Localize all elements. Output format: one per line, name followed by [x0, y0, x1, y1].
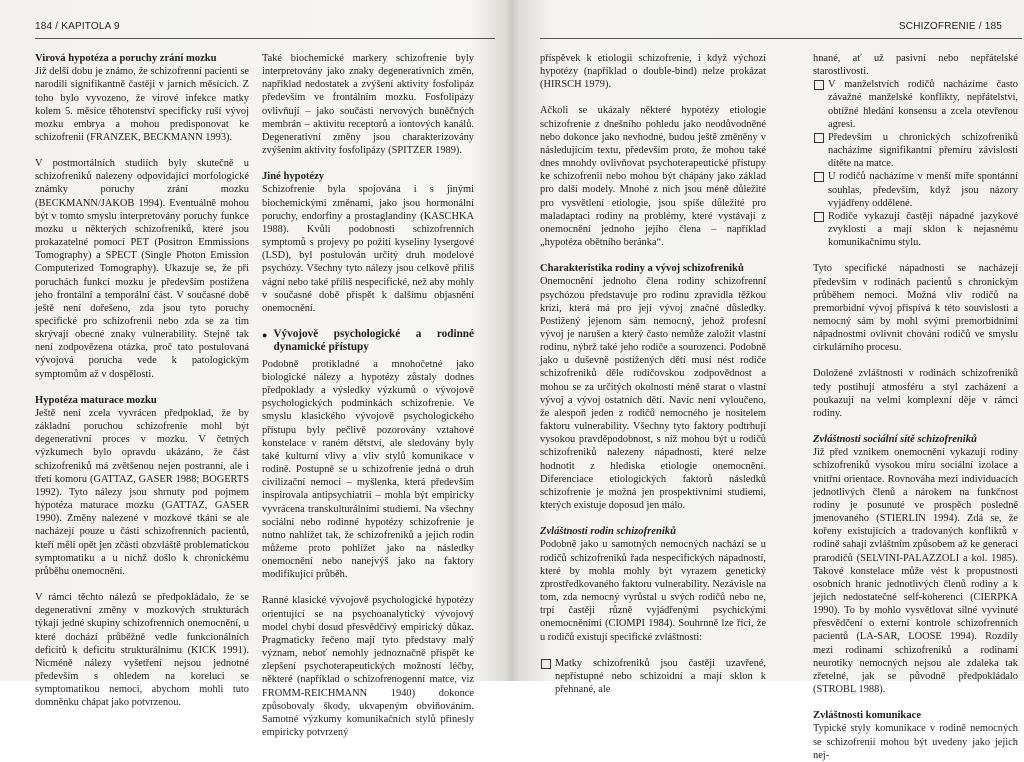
section-heading: Zvláštnosti komunikace — [813, 710, 922, 722]
section-heading: Charakteristika rodiny a vývoj schizofreniků — [540, 263, 744, 275]
checkbox-list — [540, 657, 766, 696]
left-column-2 — [262, 52, 474, 739]
bullet-icon: ● — [262, 330, 268, 341]
checkbox-list-item: U rodičů nacházíme v menší míře spontánní souhlas, především, když jsou názory vyjádřeny oddělené. — [813, 170, 1018, 209]
body-paragraph: Doložené zvláštnosti v rodinách schizofreniků tedy postihují atmosféru a styl zacházení a poukazují na velmi komplexní děje v rámci rodiny. — [813, 368, 1018, 419]
left-running-head: 184 / KAPITOLA 9 — [35, 21, 120, 32]
body-paragraph: Ačkoli se ukázaly některé hypotézy etiologie schizofrenie z dnešního pohledu jako neodůvodněné nebo dokonce jako nevhodné, budou ještě změněny v následujícím textu, především proto, že mohou také dnes mnohdy ovlivňovat psychoterapeutické přístupy ke schizofrenii nebo mohou být chápány jako základ pro další modely. Mnohé z nich jsou méně důležité pro vysvětlení etiologie, jsou spíše důležité pro maladaptaci rodiny na problémy, které vystávají z onemocnění jednoho jejího člena – například „hypotéza obětního beránka“. — [540, 105, 766, 249]
right-column-2 — [813, 52, 1018, 762]
paragraph-gap — [813, 354, 1018, 367]
paragraph-gap — [262, 315, 474, 328]
body-paragraph: Podobně jako u samotných nemocných nachází se u rodičů schizofreniků řada nespecifických nápadností, které by mohla mohly být vyrazem genetický zprostředkovaného faktoru vulnerability. Nezávisle na tom, zda nemocný vyrůstal u svých rodičů nebo ne, trpí častěji různě vyjádřenými psychickými onemocněními (CIOMPI 1984). Souhrnně lze říci, že u rodičů existují specifické zvláštnosti: — [540, 539, 766, 643]
paragraph-gap — [813, 696, 1018, 709]
body-paragraph: V postmortálních studiích byly skutečně u schizofreniků nalezeny odpovídající morfologické známky poruchy zrání mozku (BECKMANN/JAKOB 1994). Eventuálně mohou být v tomto smyslu interpretovány poruchy funkce mozku u některých schizofreniků, které jsou prokazatelné pomocí PET (Positron Emmissions Tomography) a SPECT (Single Photon Emission Computerized Tomography). Ukazuje se, že při poruchách funkcí mozku je především postižena jeho frontální a temporální část. V současné době ještě není dořešeno, zda jsou tyto poruchy specifické pro schizofrenii nebo zda se za tím skrývají obecné znaky vulnerability. Stejně tak není zodpovězena otázka, proč tato postulovaná vývojová porucha vede k patologickým symptomům až v dospělosti. — [35, 158, 249, 380]
section-heading: Zvláštnosti rodin schizofreniků — [540, 526, 676, 538]
body-paragraph: Ranné klasické vývojově psychologické hypotézy orientující se na psychoanalytický vývojový model chybí dosud přesvědčivý empirický důkaz. Pragmaticky řečeno mají tyto představy malý význam, neboť nemohly jednoznačně přispět ke zlepšení psychoterapeutických možností léčby, některé (například o schizofrenogenní matce, viz FROMM-REICHMANN 1940) dokonce způsobovaly škody, ukvapeným obviňováním. Samotné výzkumy komunikačních stylů přinesly empiricky potvrzený — [262, 595, 474, 739]
left-column-1 — [35, 52, 249, 709]
section-heading: Hypotéza maturace mozku — [35, 394, 157, 406]
left-page — [0, 0, 500, 739]
paragraph-gap — [262, 157, 474, 170]
body-paragraph: Schizofrenie byla spojována i s jinými biochemickými změnami, jako jsou hormonální poruchy, endorfiny a prostaglandiny (KASCHKA 1988). Kvůli podobnosti schizofrenních symptomů s projevy po požití kyseliny lysergové (LSD), byl postulován určitý druh modelové psychózy. Všechny tyto nálezy jsou celkově přiliš vágní nebo také příliš nespecifické, než aby mohly v současné době přispět k dalšímu objasnění onemocnění. — [262, 184, 474, 314]
paragraph-gap — [540, 512, 766, 525]
checkbox-list-item: Především u chronických schizofreniků nacházíme signifikantní přemíru závislosti dítěte na matce. — [813, 131, 1018, 170]
body-paragraph: hnané, ať už pasivní nebo nepřátelské starostlivosti. — [813, 53, 1018, 78]
right-running-head: SCHIZOFRENIE / 185 — [898, 21, 1002, 32]
body-paragraph: Již delší dobu je známo, že schizofrenní pacienti se narodili signifikantně častěji v jarních měsících. Z toho bylo vyvozeno, že virové infekce matky kolem 5. měsíce těhotenství specificky ruší vývoj mozku embrya a mohou predisponovat ke schizofrenii (FRANZEK, BECKMANN 1993). — [35, 66, 249, 143]
body-paragraph: Také biochemické markery schizofrenie byly interpretovány jako znaky degenerativních změn, například nedostatek a zvýšení aktivity fosfolipáz především ve frontálním mozku. Fosfolipázy ovlivňují – jako součásti nervových buněčných membrán – aktivitu receptorů a iontových kanálů. Degenerativní změny jsou charakterizovány zvýšením aktivity fosfolipázy (SPITZER 1989). — [262, 53, 474, 157]
right-column-1 — [540, 52, 766, 696]
section-heading: Zvláštnosti sociální sítě schizofreniků — [813, 434, 977, 446]
paragraph-gap — [813, 420, 1018, 433]
body-paragraph: Onemocnění jednoho člena rodiny schizofrenní psychózou představuje pro rodinu zpravidla těžkou krizi, která má pro její vývoj značné důsledky. Postižený jejenom sám nemocný, jehož profesní vývoj je narušen a který často nemůže založit vlastní rodinu, nýbrž také jeho rodiče a sourozenci. Podobně jako u duševně postižených dětí musí nést rodiče schizofreniků děle rodičovskou zodpovědnost a mohou se za určitých okolností méně starat o vlastní vývoj a vývoj ostatních dětí. Navíc není vyloučeno, že alespoň jeden z rodičů nemocného je nositelem faktoru vulnerability. Všechny tyto faktory podtrhují vysokou pravděpodobnost, s níž mohou být u rodičů schizofreniků nalezeny nápadnosti, které nelze hodnotit z hlediska etiologie onemocnění. Diferenciace etiologických faktorů následků schizofrenie je možná jen prospektivními studiemi, kterých existuje doposud jen málo. — [540, 276, 766, 512]
left-header-rule — [35, 38, 495, 39]
body-paragraph: Tyto specifické nápadnosti se nacházejí především v rodinách pacientů s chronickým průběhem nemoci. Možná vliv rodičů na premorbidní vývoj přispívá k této souvislosti a nemocný sám by mohl svými premorbidními nápadnostmi ovlivnit chování rodičů ve smyslu cirkulárního procesu. — [813, 263, 1018, 354]
body-paragraph: Typické styly komunikace v rodině nemocných se schizofrenií mohou být uvedeny jako jejich nej- — [813, 723, 1018, 761]
section-heading: Virová hypotéza a poruchy zrání mozku — [35, 53, 217, 64]
body-paragraph: příspěvek k etiologii schizofrenie, i když výchozí hypotézy (například o double-bind) nelze prokázat (HIRSCH 1979). — [540, 53, 766, 91]
chapter-section-heading-text: Vývojově psychologické a rodinné dynamické přístupy — [273, 328, 474, 354]
paragraph-gap — [813, 249, 1018, 262]
paragraph-gap — [540, 249, 766, 262]
paragraph-gap — [35, 381, 249, 394]
paragraph-gap — [262, 581, 474, 594]
body-paragraph: Ještě není zcela vyvrácen předpoklad, že by základní poruchou schizofrenie mohl být degenerativní proces v mozku. V četných výzkumech bylo opravdu ukázáno, že část schizofreniků má zvětšenou nejen postranní, ale i třetí komoru (GATTAZ, GASER 1988; BOGERTS 1992). Tyto nálezy jsou shrnuty pod pojmem hypotéza maturace mozku (GATTAZ, GASER 1990). Změny nalezené v mozkové tkáni se ale nacházejí pouze u části schizofrenních pacientů, kteří měli opět jen zčásti obzvláště problematickou symptomatiku a u nichž došlo k chronickému průběhu onemocnění. — [35, 408, 249, 577]
paragraph-gap — [35, 144, 249, 157]
paragraph-gap — [540, 91, 766, 104]
body-paragraph: Již před vznikem onemocnění vykazují rodiny schizofreniků vysokou míru sociální izolace a vnitřní orientace. Rovnováha mezi individuacích jednotlivých členů a nárokem na funkčnost rodiny je posunuté ve prospěch posledně jmenovaného (STIERLIN 1994). Zdá se, že kořeny existujících a tradovaných konfliktů v rodině sahají zvláštním způsobem až ke generaci prarodičů (SELVINI-PALAZZOLI a kol. 1985). Takové konstelace může vést k propustnosti osobních hranic jednotlivých členů rodiny a k jejich nedostatečné self-koherenci (CIERPKA 1990). To by mohlo vysvětlovat silné vyvinuté přesvědčení o externí kontrole schizofrenních pacientů (LA-SAR, LOOSE 1994). Rozdíly mezi rodinami schizofreniků a rodinami neurotiky nemocných nejsou ale zdaleka tak zřetelné, jak se původně předpokládalo (STROBL 1988). — [813, 447, 1018, 696]
paragraph-gap — [35, 578, 249, 591]
right-page — [520, 0, 1024, 761]
body-paragraph: Podobně protikladné a mnohočetné jako biologické nálezy a hypotézy zůstaly dodnes předpoklady a výsledky výzkumů o vývojově psychologických podmínkách schizofrenie. Ve smyslu klasického vývojově psychologického přístupu byly pečlivě pozorovány vztahové konstelace v raném dětství, ale sledovány byly také kulturní vlivy a vliv stylů komunikace v rodině. Postupně se u schizofrenie jedná o druh civilizační nemoci – myšlenka, která především inspirovala antipsychiatrii – mohla být empiricky vyvrácena transkulturálními studiemi. Na všechny sociální nebo rodinné hypotézy schizofrenie je nutno nahlížet tak, že schizofreniků a jejich rodin můžeme proto pohlížet jako na následky onemocnění nebo nanejvýš jako na faktory modifikující průběh. — [262, 358, 474, 581]
chapter-section-heading — [262, 328, 474, 355]
checkbox-list — [813, 78, 1018, 249]
checkbox-list-item: Matky schizofreniků jsou častěji uzavřené, nepřístupné nebo schizoidní a mají sklon k přehnané, ale — [540, 657, 766, 696]
body-paragraph: V rámci těchto nálezů se předpokládalo, že se degenerativní změny v mozkových strukturách týkají jedné skupiny schizofrenních onemocnění, u které dochází průběžně vedle funkcionálních deficitů k deficitu strukturálnímu (KICK 1991). Nicméně nálezy vyšetření nejsou jednotné především s ohledem na koreluci se symptomatikou nemoci, abychom mohli tuto domněnku chápat jako potvrzenou. — [35, 592, 249, 709]
checkbox-list-item: Rodiče vykazují častěji nápadné jazykové zvyklosti a mají sklon k nejasnému komunikačnímu stylu. — [813, 210, 1018, 249]
paragraph-gap — [540, 644, 766, 657]
section-heading: Jiné hypotézy — [262, 171, 325, 183]
right-header-rule — [540, 38, 1022, 39]
checkbox-list-item: V manželstvích rodičů nacházíme často závažné manželské konflikty, nepřátelství, obtížné hledání konsensu a zcela otevřenou agresi. — [813, 78, 1018, 131]
